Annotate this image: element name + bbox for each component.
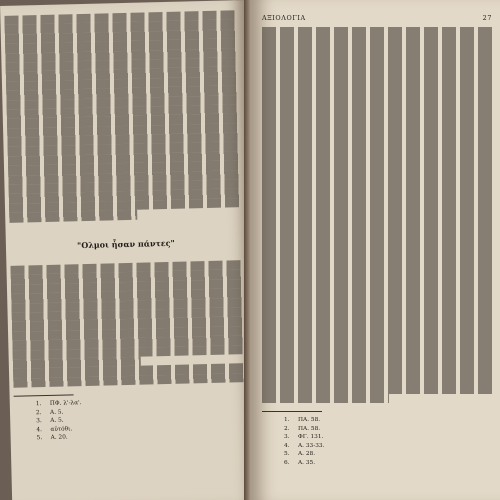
left-second-section-text xyxy=(10,260,245,388)
footnote: 4. αὐτόθι. xyxy=(36,426,73,434)
footnote: 5. Α. 28. xyxy=(284,451,316,458)
right-body-text xyxy=(262,27,492,403)
footnote: 5. Α. 20. xyxy=(36,434,68,442)
left-body-text xyxy=(4,10,241,222)
footnote: 2. Α. 5. xyxy=(35,409,64,416)
running-title: ΑΞΙΟΛΟΓΙΑ xyxy=(262,14,306,22)
footnote-divider xyxy=(262,411,322,412)
right-footnotes xyxy=(262,416,492,468)
footnote: 1. ΠΦ. λ'-λα'. xyxy=(35,400,82,408)
right-page xyxy=(250,0,500,500)
footnote: 2. ΠΑ. 58. xyxy=(284,425,321,432)
left-footnotes xyxy=(14,395,247,444)
footnote: 3. ΦΓ. 131. xyxy=(284,434,324,441)
footnote: 1. ΠΑ. 58. xyxy=(284,417,321,424)
footnote: 3. Α. 5. xyxy=(36,417,64,425)
section-title: "Ολμοι ἦσαν πάντες" xyxy=(76,237,175,250)
running-header xyxy=(262,14,492,23)
footnote: 6. Α. 35. xyxy=(284,460,316,466)
footnote: 4. Α. 33-33. xyxy=(284,442,325,449)
footnote-divider xyxy=(14,394,74,396)
page-number: 27 xyxy=(482,14,492,22)
